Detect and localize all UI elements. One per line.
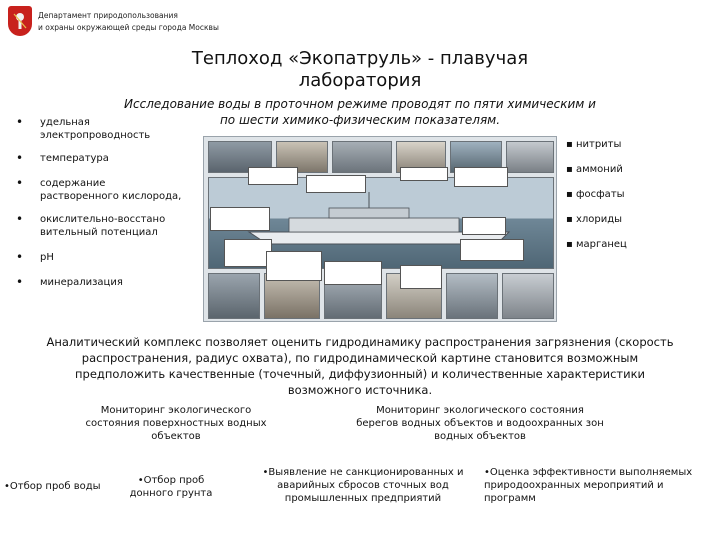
list-item: • содержание растворенного кислорода, xyxy=(16,177,184,203)
department-line-1: Департамент природопользования xyxy=(38,11,178,20)
sediment-sampling-item xyxy=(126,474,216,500)
physico-chemical-indicator-list xyxy=(16,116,184,289)
lab-equipment-collage xyxy=(203,136,557,322)
item-line-2: природоохранных мероприятий и xyxy=(484,480,664,491)
callout-box xyxy=(400,265,442,289)
list-item: • температура xyxy=(16,152,184,165)
callout-box xyxy=(462,217,506,235)
item-line-1: •Выявление не санкционированных и xyxy=(262,467,464,478)
equipment-photo xyxy=(506,141,554,173)
item-line-1: •Оценка эффективности выполняемых xyxy=(484,467,693,478)
callout-box xyxy=(460,239,524,261)
list-item: ▪ хлориды xyxy=(566,213,706,226)
paragraph-line-3: предположить качественные (точечный, диффузионный) и количественные характеристики xyxy=(75,367,645,381)
item-line-3: программ xyxy=(484,493,536,504)
item-line-2: аварийных сбросов сточных вод xyxy=(277,480,449,491)
item-line-3: промышленных предприятий xyxy=(284,493,442,504)
department-line-2: и охраны окружающей среды города Москвы xyxy=(38,23,219,32)
equipment-photo xyxy=(208,273,260,319)
callout-box xyxy=(266,251,322,281)
list-item: • pH xyxy=(16,251,184,264)
subtitle-line-1: Исследование воды в проточном режиме проводят по пяти химическим и xyxy=(124,97,596,111)
callout-box xyxy=(306,175,366,193)
heading-line-2: состояния поверхностных водных xyxy=(85,418,267,429)
analytical-complex-description xyxy=(40,334,680,398)
callout-box xyxy=(224,239,272,267)
page-title xyxy=(150,48,570,92)
equipment-photo xyxy=(502,273,554,319)
list-item: • минерализация xyxy=(16,276,184,289)
heading-line-3: объектов xyxy=(151,431,201,442)
heading-line-2: берегов водных объектов и водоохранных зон xyxy=(356,418,604,429)
list-item: • удельная электропроводность xyxy=(16,116,184,142)
moscow-coat-of-arms-icon xyxy=(8,6,32,36)
surface-water-monitoring-heading xyxy=(62,404,290,443)
heading-line-1: Мониторинг экологического состояния xyxy=(376,405,584,416)
callout-box xyxy=(400,167,448,181)
list-item: ▪ фосфаты xyxy=(566,188,706,201)
title-line-1: Теплоход «Экопатруль» - плавучая xyxy=(191,48,529,69)
shore-monitoring-heading xyxy=(340,404,620,443)
chemical-indicator-list xyxy=(566,138,706,263)
item-line-1: •Отбор проб xyxy=(137,475,205,486)
list-item: ▪ аммоний xyxy=(566,163,706,176)
paragraph-line-1: Аналитический комплекс позволяет оценить гидродинамику распространения загрязнения (скорость xyxy=(46,335,674,349)
equipment-photo xyxy=(446,273,498,319)
callout-box xyxy=(248,167,298,185)
list-item: • окислительно-восстано вительный потенциал xyxy=(16,213,184,239)
callout-box xyxy=(324,261,382,285)
list-item: ▪ нитриты xyxy=(566,138,706,151)
program-evaluation-item xyxy=(484,466,714,505)
callout-box xyxy=(454,167,508,187)
heading-line-3: водных объектов xyxy=(434,431,526,442)
heading-line-1: Мониторинг экологического xyxy=(100,405,252,416)
department-name xyxy=(38,10,219,34)
water-sampling-item: •Отбор проб воды xyxy=(4,481,101,492)
subtitle-line-2: по шести химико-физическим показателям. xyxy=(219,113,501,127)
list-item: ▪ марганец xyxy=(566,238,706,251)
paragraph-line-2: распространения, радиус охвата), по гидродинамической картине становится возможным xyxy=(81,351,639,365)
title-line-2: лаборатория xyxy=(298,70,422,91)
callout-box xyxy=(210,207,270,231)
item-line-2: донного грунта xyxy=(129,488,213,499)
paragraph-line-4: возможного источника. xyxy=(287,383,433,397)
equipment-photo xyxy=(332,141,392,173)
discharge-detection-item xyxy=(248,466,478,505)
